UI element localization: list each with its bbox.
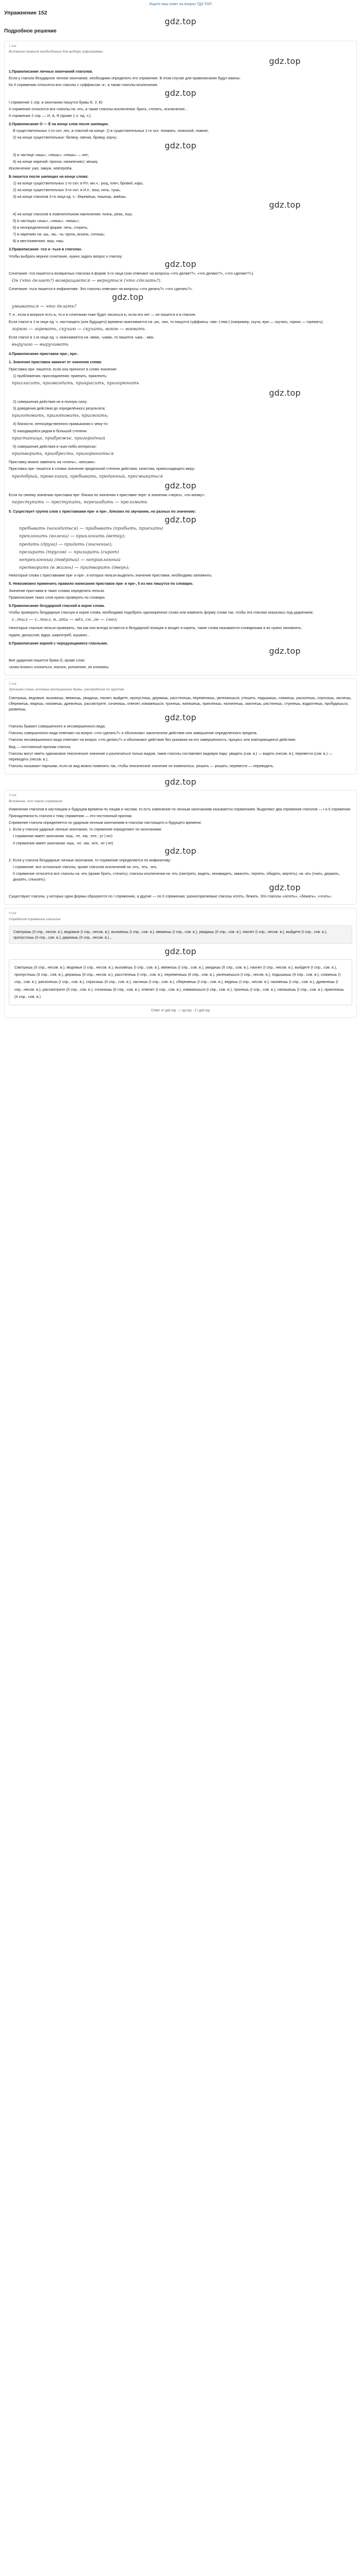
rule-text: пудинг, дискуссия, вдруг, ширпотреб, шушкин... [9, 632, 90, 637]
handwritten-example: предобрый, превеликий, пребывать, преданный, пресмыкаться [12, 473, 163, 479]
step-note: Запишем слова, вставив пропущенные буквы, распределим по группам [9, 688, 124, 692]
rule-text: Если у глагола безударное личное окончание, необходимо определить его спряжение. В этом случае для правописания будут важны: [9, 76, 241, 81]
watermark-row [9, 647, 352, 656]
word-pair: преклонить (колени) — приклонить (ветку); [19, 534, 126, 539]
watermark-row [9, 57, 352, 66]
watermark: gdz.top [269, 56, 301, 66]
rule-heading: 5. Существует группа слов с приставками при- и пре-, близких по звучанию, но разных по значению: [9, 509, 196, 514]
rule-text: Глаголы совершенного вида отвечают на вопрос «что сделать?» и обозначают законченное действие или завершение определенного предела. [9, 731, 258, 736]
rule-text: Глаголы называют парными, если их вид можно поменять так, чтобы лексическое значение не изменилось: решить — решать, перевести — переводить. [9, 764, 274, 769]
rule-text: 7) в наречиях на -шь, -жь, -чь: прочь, вскачь, сплошь; [13, 232, 105, 237]
intro-box: Смотришь (II спр., несов. в.), ведомые (I спр., несов. в.), вызовешь (I спр., сов. в.), ввяжешь (I спр., сов. в.), увидишь (II спр., сов. в.), пахнет (I спр., несов. в.), выйдете (I спр., сов. в.), пропустишь (II спр., сов. в.), держишь (II спр., несов. в.)... [9, 925, 352, 944]
step-card-2 [4, 679, 357, 774]
step-note: Вспомним правила необходимые для выбора орфограммы [9, 49, 103, 54]
rule-text: 3) в частице «ишь», «нешь», «нешь» — нет; [13, 152, 89, 157]
watermark: gdz.top [165, 712, 196, 722]
rule-text: II спряжение относятся все глаголы на -ить (кроме брить, стелить), глаголы-исключения на -еть (смотреть, видеть, ненавидеть, зависеть, терпеть, обидеть, вертеть), на -ать (гнать, держать, дышать, слышать). [13, 871, 340, 882]
rule-text: Вне ударения пишется буква О, кроме слов: [9, 657, 86, 663]
watermark: gdz.top [269, 646, 301, 656]
rule-text: Сочетание -тся пишется в возвратных глаголах в форме 3-го лица (они отвечают на вопросы «что делает?», «что делают?», «что сделает?»). [9, 270, 254, 276]
handwritten-example: умываться — что делать? [12, 304, 77, 310]
step-tag: 2 шаг [9, 683, 17, 686]
watermark-row [9, 260, 352, 269]
rule-text: Т. е., если в вопросе есть Ь, то и в сочетании тоже будет писаться Ь, если его нет — не пишется и в глаголе. [9, 312, 196, 317]
rule-text: Если глагол в 1-м лице ед. ч. оканчивается на -иваю, -ываю, то пишется -ыва-, -ива-. [9, 334, 155, 340]
handwritten-example: Он (что делает?) возвращается — вернуться (что сделать?). [12, 278, 162, 283]
rule-text: Значение приставки в таких словах определить нельзя. [9, 588, 105, 593]
handwritten-example: выручаю — выручивать [12, 342, 69, 348]
step-card-4 [4, 908, 357, 1018]
top-link[interactable]: Ищите ваш ответ на вопрос ГДЗ ТОП [149, 3, 212, 6]
rule-text: I спряжение имеет окончания -ешь, -ет, -ем, -ете, -ут (-ют) [13, 834, 113, 839]
rule-text: 4) на конце глаголов в повелительном наклонении: плачь, режь, ешь; [13, 211, 133, 216]
subtitle: Подробное решение [4, 28, 57, 35]
rule-text: Вид — постоянный признак глагола. [9, 744, 72, 749]
rule-text: Ко II спряжению относятся все глаголы с суффиксом -и-, а также глаголы-исключения. [9, 82, 158, 88]
handwritten-example: горюю — горевать, скучаю — скучать, воюю — воевать [12, 326, 145, 332]
rule-text: 5) в частицах «ишь», «лишь», «вишь»; [13, 218, 80, 223]
exercise-title: Упражнение 152 [4, 9, 47, 16]
rule-text: 2. Если у глагола безударные личные окончания, то спряжение определяется по инфинитиву: [9, 857, 171, 862]
rule-text: 3) на конце глаголов 2-го лица ед. ч.: бережёшь, пишешь, жжёшь; [13, 194, 127, 199]
watermark: gdz.top [165, 776, 196, 787]
handwritten-example: притворить, приобрести, пригорюниться [12, 451, 114, 457]
step-tag: 1 шаг [9, 44, 17, 48]
watermark: gdz.top [269, 882, 301, 892]
rule-text: Правописание таких слов нужно проверять по словарю. [9, 595, 106, 600]
rule-text: Приставка при- пишется, если она приносит в слово значение: [9, 366, 118, 371]
watermark-row [9, 847, 352, 856]
watermark-row [9, 713, 352, 722]
footer-credit: Ответ от gdz.top · г. гдз.top · 2 | gdz.top [151, 1008, 210, 1012]
watermark: gdz.top [165, 481, 196, 491]
word-pair: непреклонный (твёрдый) — неприклонный [19, 557, 121, 563]
word-pair: пребывать (находиться) — прибывать (прибыть, приехать) [19, 526, 163, 532]
watermark: gdz.top [165, 141, 196, 151]
handwritten-example: приготовить, приготовить, присвоить; [12, 413, 109, 419]
watermark-row [9, 89, 352, 98]
rule-text: 2) на конце существительных 3-го скл. в И.п.: вош, ночь, тушь; [13, 188, 121, 193]
handwritten-example: пригласить, пригвоздить, прикрасить, пригорюнить [12, 380, 139, 386]
rule-text: 4) на конце наречий: пронзи, напипечкяст, мешку. [13, 159, 99, 164]
watermark-row [9, 883, 352, 892]
rule-heading: 1. Значение приставок зависит от значения слова: [9, 360, 102, 365]
rule-text: 5) находящейся рядом в большой степени: [13, 428, 88, 433]
watermark: gdz.top [269, 200, 301, 210]
rule-heading: 1.Правописание личных окончаний глаголов. [9, 69, 93, 74]
rule-heading: 2.Правописание О — Ё на конце слов после шипящих. [9, 122, 109, 127]
rule-text: II спряжение 2 спр. — И, А, Я (кроме 1 л. ед. ч.). [9, 113, 92, 118]
rule-text: Если по своему значению приставка пре- близка по значению к приставке пере- в значении «через», «по-иному»: [9, 492, 205, 497]
rule-text: Если глагол в 1-м лице ед. ч. настоящего (или будущего) времени оканчивается на -ую, -юю, то пишутся суффиксы -ова- (-ева-) (например, скуча, вую — скучать, горюю — горевать). [9, 319, 324, 324]
rule-text: 1) на конце существительных 1-го скл. в Р.п. мн.ч.: рощ, плеч, бровей, карь; [13, 181, 143, 186]
rule-text: Чтобы проверить безударную гласную в корне слова, необходимо подобрать однокоренное слово или изменить форму слова так, чтобы эта гласная оказалась под ударением: [9, 610, 314, 615]
watermark: gdz.top [165, 846, 196, 856]
rule-text: Сочетание -ться пишется в инфинитиве. Это глаголы отвечают на вопросы «что делать?» «что сделать?». [9, 286, 193, 292]
watermark-row [9, 515, 352, 524]
rule-text: 8) в местоимениях: ваш, наш. [13, 239, 64, 244]
rule-text: 1) приближения, присоединения: приехать, приклеить; [13, 373, 107, 378]
watermark-row [0, 17, 361, 26]
watermark: gdz.top [165, 88, 196, 98]
watermark-row [9, 293, 352, 302]
watermark-row [0, 777, 361, 787]
rule-text: Глаголы могут иметь одинаковое лексическое значение и различаться только видом, такие глаголы составляют видовую пару: увидеть (сов. в.) — видеть (несов. в.), перевести (сов. в.) — переводить (несов. в.). [9, 751, 333, 761]
step-card-3 [4, 790, 357, 905]
rule-text: Принадлежность глагола к тому спряжению — его постоянный признак. [9, 813, 133, 818]
rule-text: 2) на конце существительных: беляну, свечки, бровку, корчу; [13, 135, 118, 140]
step-tag: 4 шаг [9, 912, 17, 916]
rule-text: Чтобы выбрать верное сочетание, нужно задать вопрос к глаголу: [9, 253, 123, 259]
rule-text: Некоторые слова с приставками при- и пре-, в которых нельзя выделить значение приставки, необходимо запомнить. [9, 573, 213, 578]
answer-box: Смотришь (II спр., несов. в.), ведомые (I спр., несов. в.), вызовешь (I спр., сов. в.), ввяжешь (I спр., сов. в.), увидишь (II спр., сов. в.), пахнет (I спр., несов. в.), выйдете (I спр., сов. в.), пропустишь (II спр., сов. в.), держишь (II спр., несов. в.), расстелешь (I спр., сов. в.), переменишь (II спр., сов. в.), увлекаешься (I спр., несов. в.), подышишь (II спр., сов. в.), сожжешь (I спр., сов. в.), расколешь (I спр., сов. в.), спросишь (II спр., сов. в.), заснешь (I спр., сов. в.), сбережешь (I спр., сов. в.), ведешь (I спр., несов. в.), назовешь (I спр., сов. в.), дремлешь (I спр., несов. в.), рассмотрите (II спр., сов. в.), сочинишь (II спр., сов. в.), отвезет (I спр., сов. в.), измажешься (I спр., сов. в.), тронешь (I спр., сов. в.), напишешь (I спр., сов. в.), приклеишь (II спр., сов. в.) [9, 959, 352, 1005]
watermark: gdz.top [165, 946, 196, 956]
rule-heading: 5.Правописание безударной гласной в корне слова. [9, 603, 105, 608]
watermark: gdz.top [269, 387, 301, 398]
rule-text: В существительных 1-го скл. лес, в гласной на конце: 1) в существительных 1-го скл. поюмать, поянозой, ловкое; [13, 128, 209, 133]
handwritten-example: пристанище, прибрежье, пригородный [12, 435, 105, 441]
rule-text: Изменение глаголов в настоящем и будущем времени по лицам и числам, то есть изменение по личным окончаниям называется спряжением. Выделяют два спряжения глаголов — I и II спряжения. [9, 806, 351, 811]
watermark-row [9, 142, 352, 151]
watermark-row [9, 947, 352, 956]
rule-text: 1. Если у глагола ударные личные окончания, то спряжение определяют по окончаниям: [9, 827, 162, 832]
rule-heading: 3.Правописание -тся и -ться в глаголах. [9, 247, 83, 252]
rule-text: Исключения: ужо, замуж, невтерпёж. [9, 165, 73, 171]
watermark: gdz.top [165, 259, 196, 269]
watermark: gdz.top [165, 514, 196, 524]
step-note: Определим спряжение глаголов [9, 917, 60, 921]
watermark-row [9, 201, 352, 210]
watermark-row [9, 482, 352, 491]
rule-text: 2) совершения действия не в полную силу; [13, 399, 88, 404]
rule-heading: 5. Невозможно применить правило написания приставок при- и пре-, 5 из них пишутся по словарю. [9, 581, 193, 586]
handwritten-example: с..тыл — с..тыл, в..зти — вёз, сн..гн — снег; [12, 617, 118, 623]
step-note: Вспомним, что такое спряжение [9, 799, 62, 803]
handwritten-example: переступить — преступить, перешибить — преломить [12, 499, 147, 505]
rule-text: II спряжение относятся все глаголы на -ить, а также глаголы-исключения: брить, стелить, исключение... [9, 106, 188, 111]
rule-heading: Б пишется после шипящих на конце слова: [9, 174, 89, 179]
word-pair: претворить (в жизнь) — притворить (дверь); [19, 565, 130, 571]
step-card-1 [4, 41, 357, 676]
rule-heading: 4.Правописание приставок при-, пре-. [9, 351, 79, 357]
page [0, 0, 361, 1033]
rule-text: Спряжение глагола определяется по ударным личным окончаниям в глаголах настоящего и будущего времени: [9, 820, 202, 825]
watermark: gdz.top [165, 16, 196, 26]
paragraph: Смотришь, ведомые, вызовешь, ввяжешь, увидишь, пахнет, выйдете, пропустишь, держишь, расстелешь, переменишь, увлекаешься, утешить, подышишь, сожжешь, расколешь, спросишь, заснешь, сбережешь, ведешь, назовешь, дремлешь, рассмотрите, сочинишь, отвезет, измажешься, тронешь, напишешь, приклеишь, налипнешь, захочешь, растянешь, стукнешь, вздрогнешь, пробудишься, развеешь. [9, 695, 352, 711]
rule-text: I спряжение: все остальные глаголы, кроме глаголов исключений на -ить, -еть, -ать. [13, 864, 158, 869]
rule-text: 5) совершение действия в чьих-либо интересах: [13, 444, 97, 449]
word-pair: предать (друга) — придать (значение); [19, 541, 112, 547]
watermark-row [9, 388, 352, 398]
watermark: gdz.top [112, 292, 144, 302]
rule-text: 4) близости, непосредственного примыкания к чему-то: [13, 421, 109, 427]
rule-text: «клан-/кланн» клониться, поклон, уклонение, не клоняясь [9, 665, 109, 670]
rule-heading: 6.Правописание корней с чередующимися гласными. [9, 640, 108, 646]
rule-text: Глаголы несовершенного вида отвечают на вопрос «что делать?» и обозначают действие без указания на его завершённость, процесс или повторяющееся действие. [9, 737, 297, 742]
rule-text: Существуют глаголы, у которых одни формы образуются по I спряжению, а другие — по II спряжению: разноспрягаемые глаголы хотеть, бежать. Это глаголы «хотеть», «бежать», «чтить». [9, 894, 333, 899]
rule-text: II спряжение имеет окончания -ишь, -ит, -им, -ите, -ат (-ят) [13, 840, 113, 845]
rule-text: Приставка пре- пишется в словах значение предельной степени действия, качества, превосходящего меру: [9, 466, 195, 471]
step-tag: 3 шаг [9, 794, 17, 798]
rule-text: I спряжение 1 спр. в окончании пишутся буквы Е, У, Ю [9, 99, 103, 105]
rule-text: 6) в неопределенной форме: печь, стеречь; [13, 225, 89, 230]
word-pair: презирать (трусов) — призирать (сирот) [19, 549, 119, 555]
rule-text: Приставку можно заменить на «очень», «весьма»: [9, 460, 96, 465]
rule-text: Некоторые гласные нельзя проверить, так как они всегда остаются в безударной позиции и входят в корень, такие слова называются словарными и их нужно запомнить: [9, 625, 302, 631]
rule-text: Глаголы бывают совершенного и несовершенного вида. [9, 724, 106, 729]
rule-text: 3) доведения действия до определённого результата: [13, 406, 106, 411]
